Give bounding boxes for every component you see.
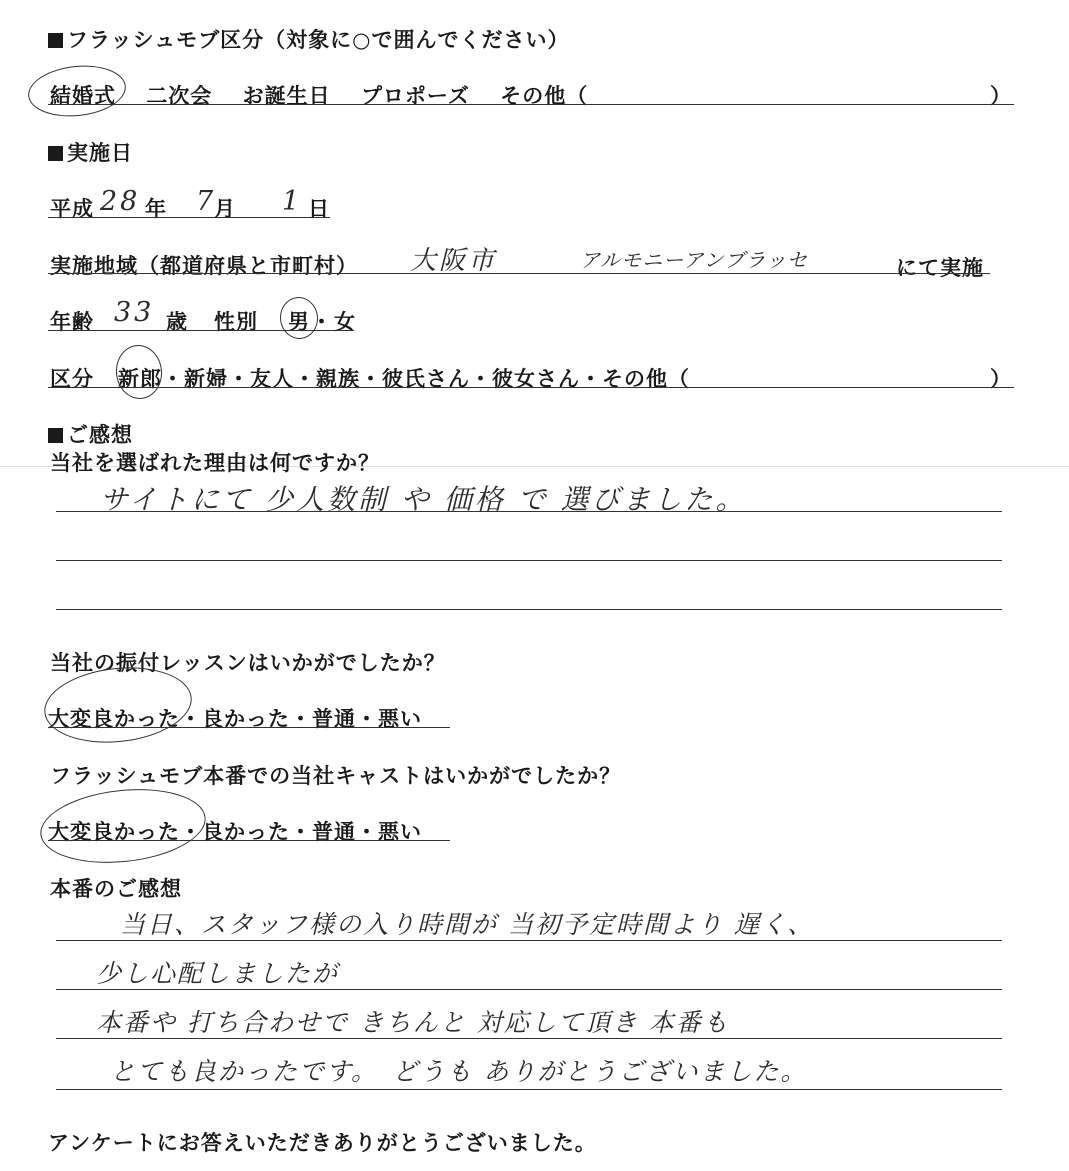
closing-message: アンケートにお答えいただきありがとうございました。	[48, 1131, 597, 1155]
type-option-other[interactable]: その他（	[500, 84, 589, 108]
type-other-close: ）	[990, 84, 1012, 108]
q4-answer-line-3-text[interactable]: 本番や 打ち合わせで きちんと 対応して頂き 本番も	[96, 1008, 730, 1037]
q1-question: 当社を選ばれた理由は何ですか？	[50, 451, 380, 475]
date-month-handwritten[interactable]: 7	[196, 186, 217, 217]
category-option-friend[interactable]: ・友人	[228, 367, 294, 391]
location-venue-handwritten[interactable]: アルモニーアンブラッセ	[580, 248, 808, 272]
date-day-unit: 日	[308, 197, 330, 221]
q4-answer-line-4-text[interactable]: とても良かったです。 どうも ありがとうございました。	[110, 1057, 808, 1086]
q4-answer-line-2-text[interactable]: 少し心配しましたが	[96, 959, 340, 988]
gender-label: 性別	[214, 310, 258, 334]
q4-answer-line-1-text[interactable]: 当日、スタッフ様の入り時間が 当初予定時間より 遅く、	[120, 910, 815, 939]
q3-option-bad[interactable]: ・悪い	[356, 820, 422, 844]
type-option-proposal[interactable]: プロポーズ	[360, 84, 470, 108]
category-label: 区分	[50, 367, 94, 391]
q3-option-good[interactable]: ・良かった	[180, 820, 290, 844]
q1-answer-line-1	[56, 511, 1002, 512]
age-unit: 歳	[166, 310, 188, 334]
gender-male[interactable]: 男	[288, 310, 310, 334]
q3-question: フラッシュモブ本番での当社キャストはいかがでしたか？	[50, 764, 622, 788]
q1-answer-line-2	[56, 560, 1002, 561]
type-option-birthday[interactable]: お誕生日	[242, 84, 331, 108]
feedback-heading: ご感想	[48, 419, 133, 449]
category-option-boyfriend[interactable]: ・彼氏さん	[360, 367, 470, 391]
category-option-girlfriend[interactable]: ・彼女さん	[470, 367, 580, 391]
location-city-handwritten[interactable]: 大阪市	[410, 246, 498, 276]
category-other-close: ）	[990, 367, 1012, 391]
type-underline	[48, 104, 1014, 105]
black-square-icon	[48, 146, 63, 161]
q4-answer-line-3	[56, 1038, 1002, 1039]
age-label: 年齢	[50, 310, 94, 334]
type-options	[50, 80, 588, 110]
date-month-unit: 月	[214, 197, 236, 221]
category-option-other[interactable]: ・その他（	[580, 367, 690, 391]
date-year-handwritten[interactable]: 28	[100, 186, 141, 217]
q1-answer-handwritten[interactable]: サイトにて 少人数制 や 価格 で 選びました。	[100, 483, 747, 516]
gender-separator: ・	[311, 310, 333, 334]
location-underline	[48, 273, 990, 274]
q2-option-good[interactable]: ・良かった	[180, 707, 290, 731]
q2-option-bad[interactable]: ・悪い	[356, 707, 422, 731]
date-heading: 実施日	[48, 137, 133, 167]
age-handwritten[interactable]: 33	[114, 297, 155, 328]
category-option-groom[interactable]: 新郎	[118, 367, 162, 391]
q4-answer-line-1	[56, 940, 1002, 941]
date-underline	[48, 217, 330, 218]
q3-option-average[interactable]: ・普通	[290, 820, 356, 844]
type-option-wedding[interactable]: 結婚式	[50, 84, 116, 108]
location-suffix: にて実施	[896, 256, 984, 280]
selection-circle-wedding	[26, 61, 129, 121]
date-day-handwritten[interactable]: 1	[282, 186, 303, 217]
location-label: 実施地域（都道府県と市町村）	[50, 254, 358, 278]
q2-option-very-good[interactable]: 大変良かった	[48, 707, 180, 731]
type-heading: フラッシュモブ区分（対象に○で囲んでください）	[48, 24, 569, 54]
category-option-bride[interactable]: ・新婦	[162, 367, 228, 391]
category-underline	[48, 387, 1014, 388]
q2-option-average[interactable]: ・普通	[290, 707, 356, 731]
category-options	[118, 363, 690, 393]
category-option-relative[interactable]: ・親族	[294, 367, 360, 391]
type-option-afterparty[interactable]: 二次会	[146, 84, 213, 108]
selection-circle-q3-very-good	[37, 782, 210, 871]
black-square-icon	[48, 33, 63, 48]
black-square-icon	[48, 428, 63, 443]
date-era: 平成	[50, 197, 94, 221]
date-year-unit: 年	[145, 197, 167, 221]
q2-question: 当社の振付レッスンはいかがでしたか？	[50, 651, 446, 675]
q3-option-very-good[interactable]: 大変良かった	[48, 820, 180, 844]
q4-answer-line-2	[56, 989, 1002, 990]
q4-answer-line-4	[56, 1089, 1002, 1090]
q1-answer-line-3	[56, 609, 1002, 610]
gender-female[interactable]: 女	[334, 310, 356, 334]
q4-label: 本番のご感想	[50, 877, 182, 901]
